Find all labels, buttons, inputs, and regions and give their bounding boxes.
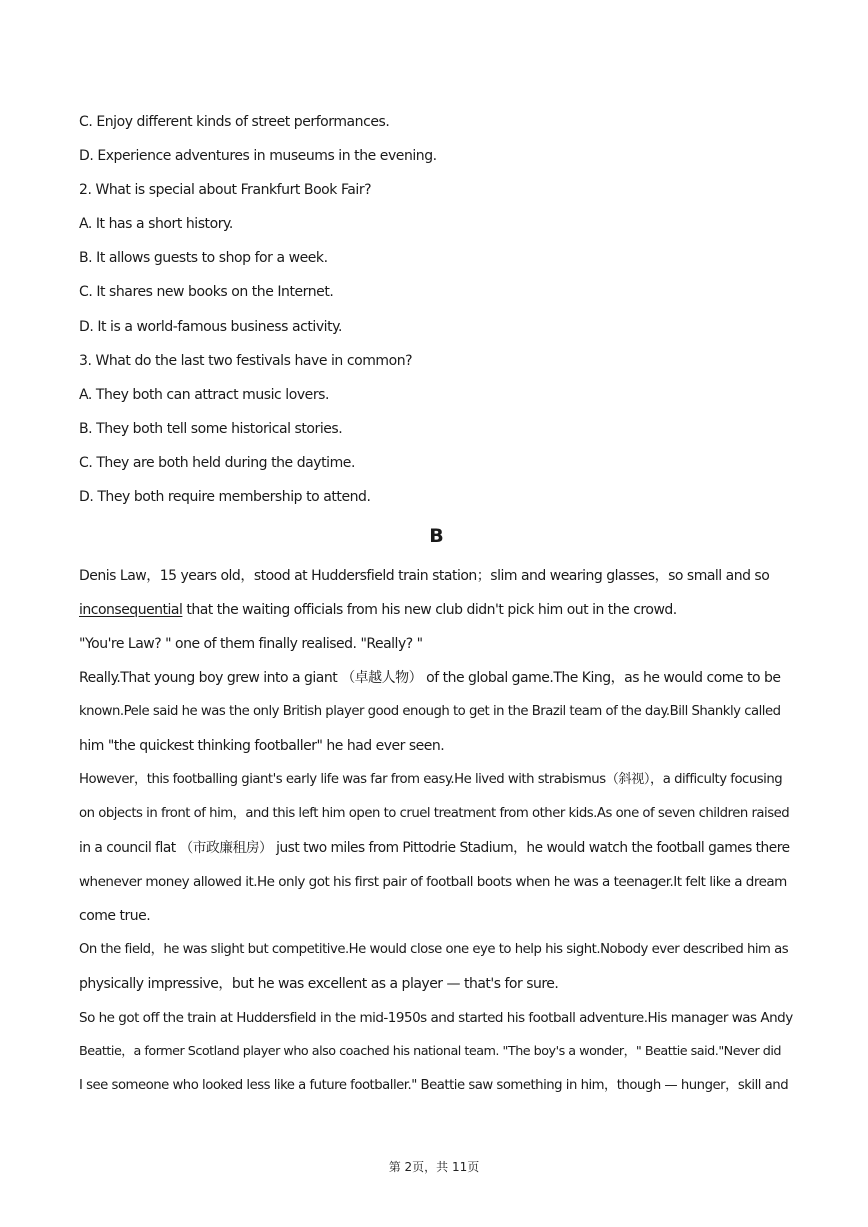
passage-line: However，this footballing giant's early life was far from easy.He lived with strabismus（斜视），a difficulty focusing — [79, 772, 783, 788]
passage-line: known.Pele said he was the only British player good enough to get in the Brazil team of the day.Bill Shankly called — [79, 704, 781, 720]
passage-line: Denis Law，15 years old，stood at Huddersfield train station；slim and wearing glasses，so small and so — [79, 568, 770, 585]
passage-line: physically impressive，but he was excellent as a player — that's for sure. — [79, 976, 559, 993]
option-2b: B. It allows guests to shop for a week. — [79, 250, 328, 267]
passage-line: I see someone who looked less like a future footballer." Beattie saw something in him，though — hunger，skill and — [79, 1078, 789, 1094]
underlined-word: inconsequential — [79, 602, 183, 619]
option-3b: B. They both tell some historical stories. — [79, 420, 343, 437]
passage-line: On the field，he was slight but competitive.He would close one eye to help his sight.Nobody ever described him as — [79, 942, 789, 958]
passage-line — [79, 593, 794, 627]
passage-line: him "the quickest thinking footballer" he had ever seen. — [79, 738, 445, 755]
question-options-block — [79, 110, 794, 519]
page-content — [79, 110, 794, 1103]
option-1d: D. Experience adventures in museums in the evening. — [79, 148, 437, 165]
option-3d: D. They both require membership to attend. — [79, 489, 371, 506]
option-3c: C. They are both held during the daytime. — [79, 454, 355, 471]
passage-line-rest: that the waiting officials from his new club didn't pick him out in the crowd. — [182, 602, 677, 619]
option-2c: C. It shares new books on the Internet. — [79, 284, 334, 301]
page-number-footer: 第 2页，共 11页 — [388, 1160, 480, 1174]
passage-line: Beattie，a former Scotland player who also coached his national team. "The boy's a wonder，" Beattie said."Never did — [79, 1044, 781, 1060]
passage-line: on objects in front of him，and this left him open to cruel treatment from other kids.As one of seven children raised — [79, 806, 790, 822]
passage-line: Really.That young boy grew into a giant （卓越人物） of the global game.The King，as he would come to be — [79, 670, 781, 687]
question-2: 2. What is special about Frankfurt Book Fair? — [79, 182, 372, 199]
passage-line: whenever money allowed it.He only got his first pair of football boots when he was a teenager.It felt like a dream — [79, 874, 787, 891]
passage-line: "You're Law? " one of them finally realised. "Really? " — [79, 636, 423, 653]
section-b-passage — [79, 559, 794, 1103]
option-2d: D. It is a world-famous business activity. — [79, 318, 342, 335]
passage-line: So he got off the train at Huddersfield in the mid-1950s and started his football adventure.His manager was Andy — [79, 1010, 793, 1027]
option-2a: A. It has a short history. — [79, 216, 233, 233]
section-b-heading: B — [429, 525, 444, 548]
passage-line: come true. — [79, 908, 151, 925]
passage-line: in a council flat （市政廉租房） just two miles from Pittodrie Stadium，he would watch the football games there — [79, 840, 790, 857]
option-1c: C. Enjoy different kinds of street performances. — [79, 114, 390, 130]
question-3: 3. What do the last two festivals have in common? — [79, 352, 413, 369]
option-3a: A. They both can attract music lovers. — [79, 386, 329, 403]
